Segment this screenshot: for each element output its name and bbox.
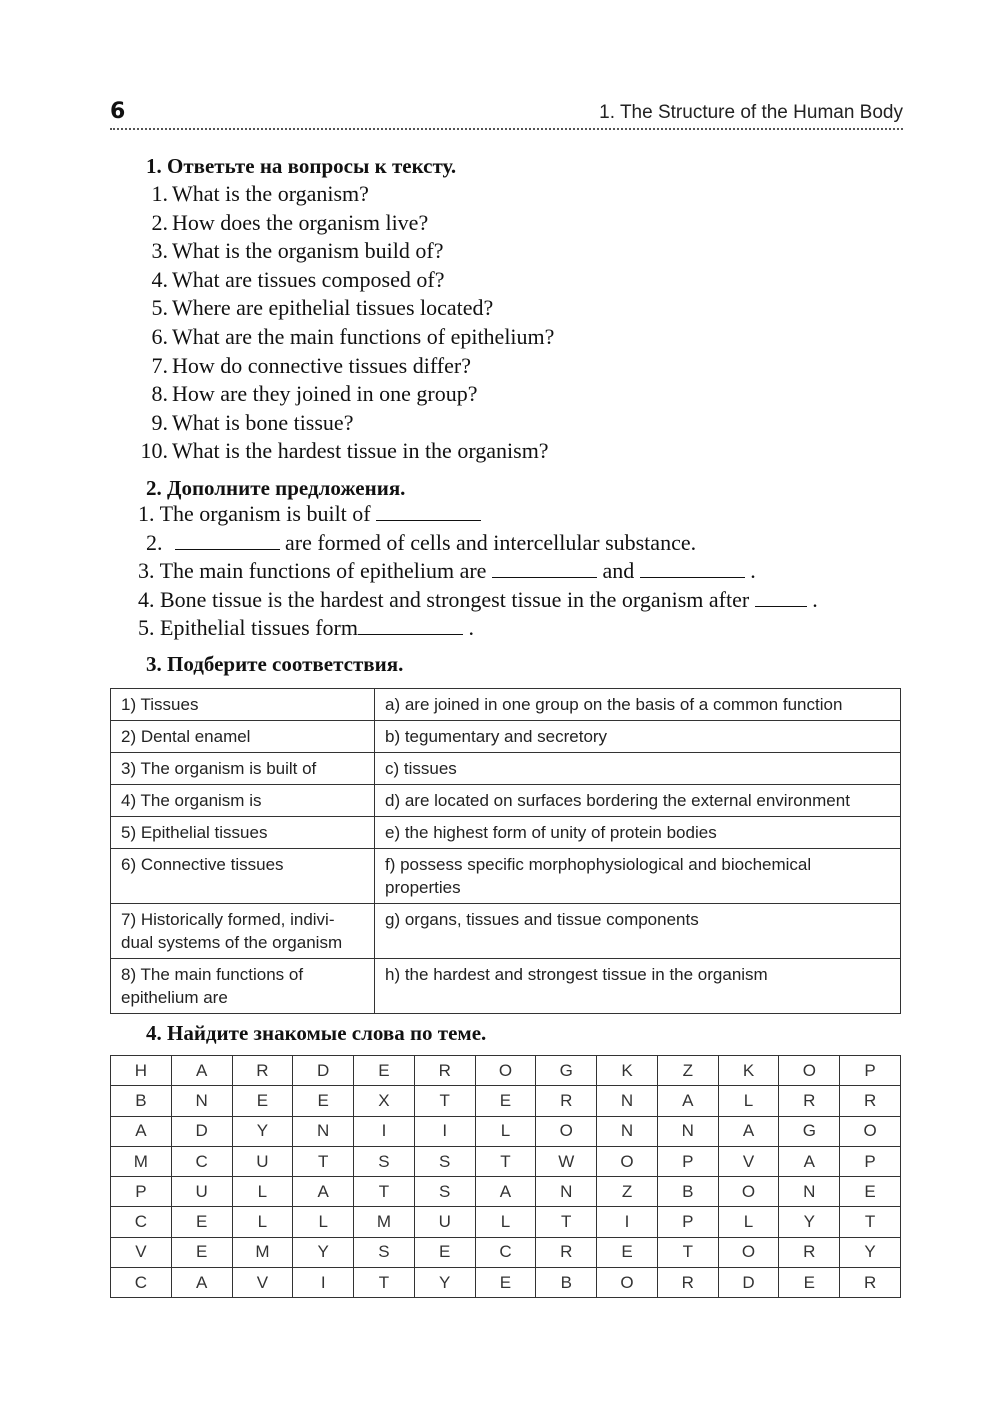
answer-blank[interactable] bbox=[175, 531, 280, 550]
grid-cell[interactable]: E bbox=[475, 1268, 536, 1298]
grid-cell[interactable]: R bbox=[779, 1237, 840, 1267]
grid-cell[interactable]: E bbox=[232, 1086, 293, 1116]
question-text: What is the hardest tissue in the organism? bbox=[172, 438, 549, 464]
grid-cell[interactable]: E bbox=[597, 1237, 658, 1267]
grid-row bbox=[111, 1268, 901, 1298]
grid-cell[interactable]: N bbox=[779, 1177, 840, 1207]
grid-cell[interactable]: Y bbox=[779, 1207, 840, 1237]
question-text: What are tissues composed of? bbox=[172, 266, 445, 292]
grid-cell[interactable]: P bbox=[840, 1146, 901, 1176]
question-text: Where are epithelial tissues located? bbox=[172, 295, 494, 321]
fill-sentence-4 bbox=[138, 586, 818, 615]
question-item bbox=[138, 323, 554, 352]
grid-cell[interactable]: U bbox=[171, 1177, 232, 1207]
grid-cell[interactable]: O bbox=[840, 1116, 901, 1146]
page-number: 6 bbox=[110, 99, 126, 124]
grid-cell[interactable]: W bbox=[536, 1146, 597, 1176]
grid-cell[interactable]: E bbox=[171, 1237, 232, 1267]
grid-cell[interactable]: E bbox=[475, 1086, 536, 1116]
question-item bbox=[138, 352, 554, 381]
matching-row bbox=[111, 753, 901, 785]
question-number: 5. bbox=[151, 295, 168, 321]
matching-term: 3) The organism is built of bbox=[111, 753, 375, 785]
matching-definition: c) tissues bbox=[375, 753, 901, 785]
grid-cell[interactable]: B bbox=[657, 1177, 718, 1207]
grid-cell[interactable]: N bbox=[536, 1177, 597, 1207]
question-number: 10. bbox=[140, 438, 168, 464]
fill-sentence-4-end: . bbox=[812, 586, 818, 612]
grid-cell[interactable]: B bbox=[536, 1268, 597, 1298]
grid-cell[interactable]: S bbox=[414, 1146, 475, 1176]
grid-cell[interactable]: G bbox=[536, 1056, 597, 1086]
fill-sentence-1 bbox=[138, 500, 818, 529]
grid-cell[interactable]: L bbox=[718, 1086, 779, 1116]
fill-sentence-2 bbox=[138, 529, 818, 558]
question-list bbox=[138, 180, 554, 466]
grid-cell[interactable]: P bbox=[657, 1146, 718, 1176]
grid-cell[interactable]: L bbox=[475, 1207, 536, 1237]
grid-cell[interactable]: E bbox=[414, 1237, 475, 1267]
grid-cell[interactable]: L bbox=[293, 1207, 354, 1237]
grid-cell[interactable]: C bbox=[475, 1237, 536, 1267]
grid-cell[interactable]: E bbox=[171, 1207, 232, 1237]
question-number: 7. bbox=[151, 352, 168, 378]
fill-sentence-2-text: are formed of cells and intercellular substance. bbox=[285, 529, 697, 555]
question-text: How do connective tissues differ? bbox=[172, 352, 471, 378]
question-number: 2. bbox=[151, 209, 168, 235]
grid-row bbox=[111, 1207, 901, 1237]
grid-cell[interactable]: E bbox=[840, 1177, 901, 1207]
grid-cell[interactable]: I bbox=[354, 1116, 415, 1146]
grid-cell[interactable]: O bbox=[718, 1237, 779, 1267]
grid-cell[interactable]: T bbox=[657, 1237, 718, 1267]
grid-row bbox=[111, 1146, 901, 1176]
question-number: 3. bbox=[151, 238, 168, 264]
question-text: What is the organism build of? bbox=[172, 238, 444, 264]
grid-cell[interactable]: E bbox=[354, 1056, 415, 1086]
matching-term: 2) Dental enamel bbox=[111, 721, 375, 753]
grid-cell[interactable]: D bbox=[718, 1268, 779, 1298]
question-text: What are the main functions of epithelium? bbox=[172, 323, 555, 349]
grid-cell[interactable]: T bbox=[354, 1268, 415, 1298]
grid-cell[interactable]: O bbox=[597, 1268, 658, 1298]
grid-cell[interactable]: A bbox=[475, 1177, 536, 1207]
fill-sentence-3-end: . bbox=[750, 558, 756, 584]
matching-row bbox=[111, 721, 901, 753]
grid-row bbox=[111, 1056, 901, 1086]
grid-cell[interactable]: R bbox=[657, 1268, 718, 1298]
grid-cell[interactable]: R bbox=[414, 1056, 475, 1086]
grid-cell[interactable]: I bbox=[597, 1207, 658, 1237]
task3-heading: 3. Подберите соответствия. bbox=[146, 652, 404, 676]
matching-term: 8) The main functions of epithelium are bbox=[111, 959, 375, 1014]
grid-cell[interactable]: R bbox=[232, 1056, 293, 1086]
grid-cell[interactable]: Z bbox=[657, 1056, 718, 1086]
grid-cell[interactable]: M bbox=[111, 1146, 172, 1176]
grid-cell[interactable]: K bbox=[718, 1056, 779, 1086]
fill-sentence-5-text: 5. Epithelial tissues form bbox=[138, 615, 358, 641]
grid-cell[interactable]: N bbox=[597, 1116, 658, 1146]
grid-cell[interactable]: A bbox=[657, 1086, 718, 1116]
grid-cell[interactable]: T bbox=[475, 1146, 536, 1176]
question-number: 8. bbox=[151, 381, 168, 407]
matching-term: 5) Epithelial tissues bbox=[111, 817, 375, 849]
grid-cell[interactable]: P bbox=[111, 1177, 172, 1207]
matching-definition: h) the hardest and strongest tissue in the organism bbox=[375, 959, 901, 1014]
grid-cell[interactable]: R bbox=[840, 1086, 901, 1116]
fill-sentence-2-number: 2. bbox=[146, 529, 163, 555]
question-number: 9. bbox=[151, 409, 168, 435]
matching-term: 1) Tissues bbox=[111, 689, 375, 721]
grid-cell[interactable]: L bbox=[232, 1177, 293, 1207]
answer-blank[interactable] bbox=[492, 559, 597, 578]
question-item bbox=[138, 209, 554, 238]
fill-sentence-5 bbox=[138, 614, 818, 643]
grid-cell[interactable]: B bbox=[111, 1086, 172, 1116]
matching-table bbox=[110, 688, 901, 1014]
matching-definition: f) possess specific morphophysiological and biochemical properties bbox=[375, 849, 901, 904]
question-number: 1. bbox=[151, 181, 168, 206]
matching-row bbox=[111, 785, 901, 817]
grid-cell[interactable]: N bbox=[597, 1086, 658, 1116]
grid-cell[interactable]: H bbox=[111, 1056, 172, 1086]
matching-definition: a) are joined in one group on the basis of a common function bbox=[375, 689, 901, 721]
matching-row bbox=[111, 904, 901, 959]
question-item bbox=[138, 437, 554, 466]
grid-cell[interactable]: A bbox=[718, 1116, 779, 1146]
grid-cell[interactable]: T bbox=[536, 1207, 597, 1237]
question-number: 4. bbox=[151, 266, 168, 292]
grid-cell[interactable]: N bbox=[657, 1116, 718, 1146]
question-text: How are they joined in one group? bbox=[172, 381, 478, 407]
matching-term: 7) Historically formed, indivi-dual systems of the organism bbox=[111, 904, 375, 959]
grid-cell[interactable]: U bbox=[414, 1207, 475, 1237]
fill-sentence-3 bbox=[138, 557, 818, 586]
grid-cell[interactable]: T bbox=[840, 1207, 901, 1237]
grid-cell[interactable]: Z bbox=[597, 1177, 658, 1207]
grid-cell[interactable]: O bbox=[779, 1056, 840, 1086]
grid-cell[interactable]: E bbox=[779, 1268, 840, 1298]
grid-cell[interactable]: R bbox=[536, 1237, 597, 1267]
grid-row bbox=[111, 1177, 901, 1207]
grid-cell[interactable]: R bbox=[840, 1268, 901, 1298]
matching-row bbox=[111, 817, 901, 849]
task4-heading: 4. Найдите знакомые слова по теме. bbox=[146, 1021, 487, 1045]
question-item bbox=[138, 266, 554, 295]
grid-cell[interactable]: A bbox=[293, 1177, 354, 1207]
grid-cell[interactable]: T bbox=[414, 1086, 475, 1116]
answer-blank[interactable] bbox=[358, 616, 463, 635]
fill-sentence-1-text: 1. The organism is built of bbox=[138, 501, 371, 526]
question-number: 6. bbox=[151, 323, 168, 349]
fill-sentence-4-text: 4. Bone tissue is the hardest and strongest tissue in the organism after bbox=[138, 586, 750, 612]
grid-cell[interactable]: G bbox=[779, 1116, 840, 1146]
question-item bbox=[138, 180, 554, 209]
question-item bbox=[138, 237, 554, 266]
grid-cell[interactable]: T bbox=[354, 1177, 415, 1207]
matching-definition: e) the highest form of unity of protein bodies bbox=[375, 817, 901, 849]
fill-sentence-3-text: 3. The main functions of epithelium are bbox=[138, 558, 487, 584]
grid-cell[interactable]: L bbox=[718, 1207, 779, 1237]
grid-cell[interactable]: Y bbox=[840, 1237, 901, 1267]
matching-row bbox=[111, 959, 901, 1014]
question-text: What is bone tissue? bbox=[172, 409, 354, 435]
matching-row bbox=[111, 849, 901, 904]
grid-cell[interactable]: C bbox=[171, 1146, 232, 1176]
task1-heading: 1. Ответьте на вопросы к тексту. bbox=[146, 154, 457, 178]
grid-cell[interactable]: A bbox=[779, 1146, 840, 1176]
grid-cell[interactable]: Y bbox=[414, 1268, 475, 1298]
grid-cell[interactable]: D bbox=[171, 1116, 232, 1146]
grid-cell[interactable]: V bbox=[232, 1268, 293, 1298]
matching-row bbox=[111, 689, 901, 721]
grid-cell[interactable]: N bbox=[171, 1086, 232, 1116]
grid-cell[interactable]: Y bbox=[232, 1116, 293, 1146]
question-item bbox=[138, 380, 554, 409]
grid-cell[interactable]: V bbox=[111, 1237, 172, 1267]
task2-heading: 2. Дополните предложения. bbox=[146, 476, 406, 500]
grid-row bbox=[111, 1116, 901, 1146]
grid-cell[interactable]: S bbox=[414, 1177, 475, 1207]
grid-cell[interactable]: O bbox=[536, 1116, 597, 1146]
grid-cell[interactable]: X bbox=[354, 1086, 415, 1116]
grid-cell[interactable]: A bbox=[111, 1116, 172, 1146]
grid-cell[interactable]: L bbox=[232, 1207, 293, 1237]
grid-row bbox=[111, 1237, 901, 1267]
matching-term: 6) Connective tissues bbox=[111, 849, 375, 904]
grid-cell[interactable]: O bbox=[718, 1177, 779, 1207]
answer-blank[interactable] bbox=[376, 502, 481, 521]
running-head: 1. The Structure of the Human Body bbox=[599, 102, 903, 123]
question-text: How does the organism live? bbox=[172, 209, 429, 235]
grid-cell[interactable]: R bbox=[779, 1086, 840, 1116]
grid-cell[interactable]: O bbox=[475, 1056, 536, 1086]
answer-blank[interactable] bbox=[755, 588, 807, 607]
grid-cell[interactable]: I bbox=[414, 1116, 475, 1146]
grid-cell[interactable]: R bbox=[536, 1086, 597, 1116]
fill-sentence-5-end: . bbox=[468, 615, 474, 641]
grid-cell[interactable]: M bbox=[232, 1237, 293, 1267]
grid-cell[interactable]: S bbox=[354, 1146, 415, 1176]
question-text: What is the organism? bbox=[172, 181, 369, 206]
matching-definition: b) tegumentary and secretory bbox=[375, 721, 901, 753]
grid-cell[interactable]: D bbox=[293, 1056, 354, 1086]
grid-cell[interactable]: P bbox=[657, 1207, 718, 1237]
matching-definition: d) are located on surfaces bordering the external environment bbox=[375, 785, 901, 817]
grid-row bbox=[111, 1086, 901, 1116]
grid-cell[interactable]: P bbox=[840, 1056, 901, 1086]
grid-cell[interactable]: T bbox=[293, 1146, 354, 1176]
grid-cell[interactable]: A bbox=[171, 1268, 232, 1298]
grid-cell[interactable]: M bbox=[354, 1207, 415, 1237]
grid-cell[interactable]: C bbox=[111, 1268, 172, 1298]
grid-cell[interactable]: O bbox=[597, 1146, 658, 1176]
question-item bbox=[138, 409, 554, 438]
grid-cell[interactable]: Y bbox=[293, 1237, 354, 1267]
matching-definition: g) organs, tissues and tissue components bbox=[375, 904, 901, 959]
grid-cell[interactable]: A bbox=[171, 1056, 232, 1086]
grid-cell[interactable]: C bbox=[111, 1207, 172, 1237]
word-search-grid bbox=[110, 1055, 901, 1298]
grid-cell[interactable]: I bbox=[293, 1268, 354, 1298]
grid-cell[interactable]: V bbox=[718, 1146, 779, 1176]
header-dotted-rule bbox=[110, 128, 903, 130]
grid-cell[interactable]: N bbox=[293, 1116, 354, 1146]
matching-term: 4) The organism is bbox=[111, 785, 375, 817]
grid-cell[interactable]: S bbox=[354, 1237, 415, 1267]
grid-cell[interactable]: U bbox=[232, 1146, 293, 1176]
grid-cell[interactable]: L bbox=[475, 1116, 536, 1146]
question-item bbox=[138, 294, 554, 323]
fill-sentence-3-and: and bbox=[602, 558, 635, 584]
answer-blank[interactable] bbox=[640, 559, 745, 578]
grid-cell[interactable]: K bbox=[597, 1056, 658, 1086]
fill-in-list bbox=[138, 500, 818, 643]
grid-cell[interactable]: E bbox=[293, 1086, 354, 1116]
